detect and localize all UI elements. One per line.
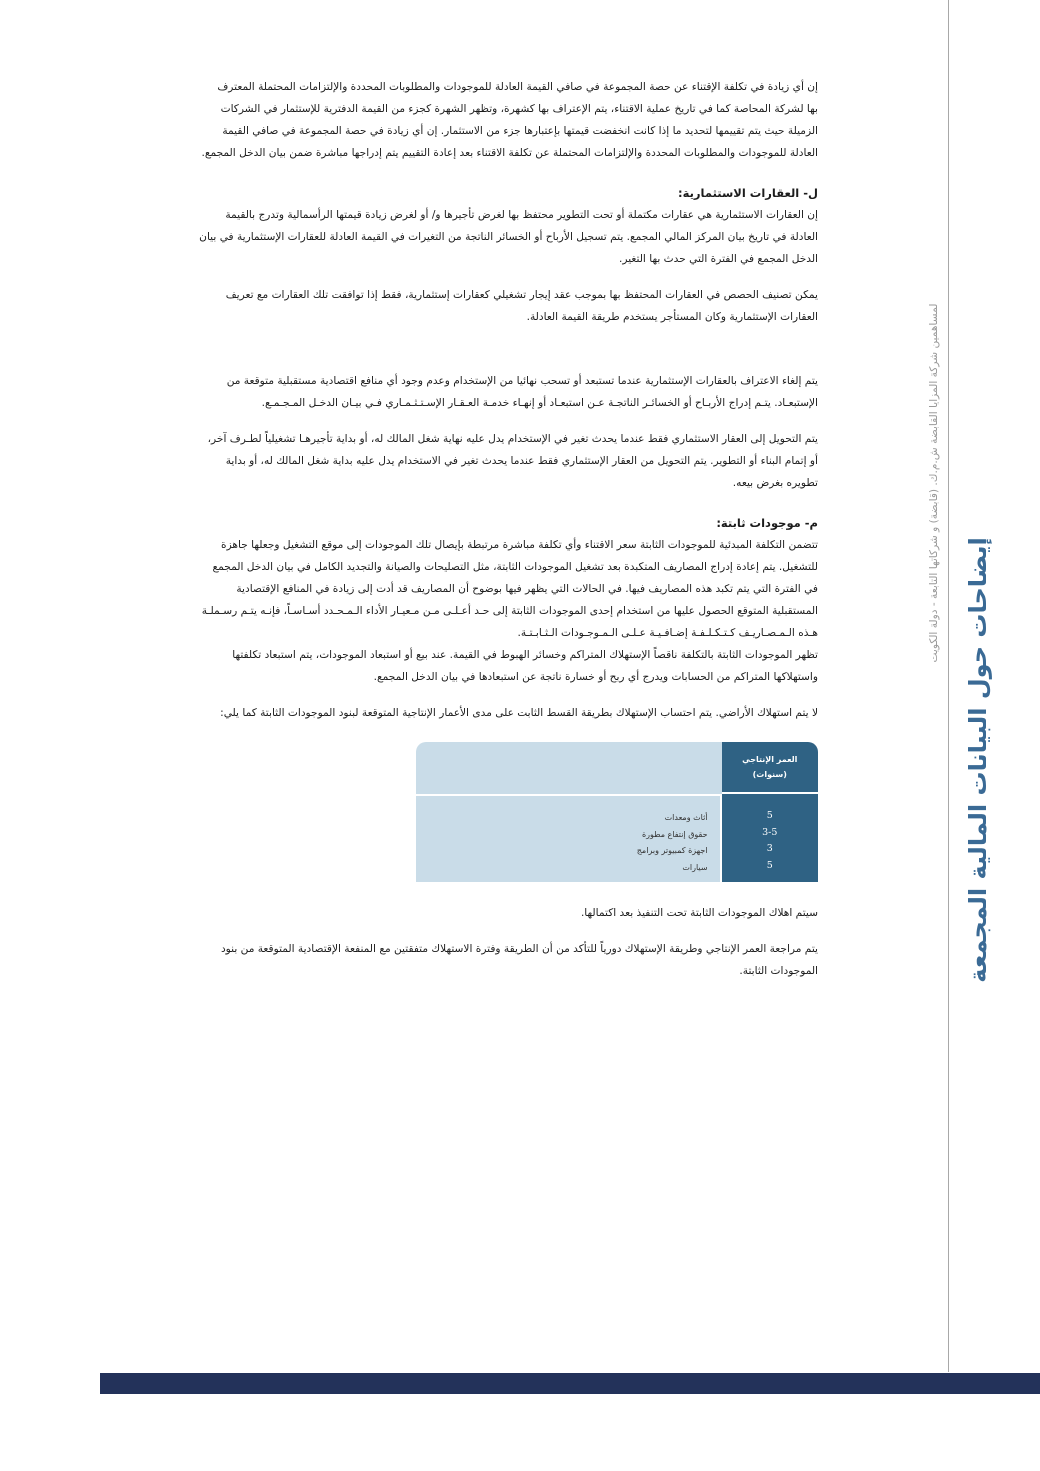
fixed-p1-line-2: للتشغيل. يتم إعادة إدراج المصاريف المتكبدة بعد تشغيل الموجودات الثابتة، مثل التصليحات والصيانة والتجديد الكامل في بيان الدخل المجمع: [212, 561, 818, 573]
heading-investment-properties: ل- العقارات الاستثمارية:: [678, 186, 818, 200]
label-leasehold: حقوق إنتفاع مطورة: [641, 829, 708, 839]
investment-p4-line-3: تطويره بغرض بيعه.: [732, 477, 818, 489]
years-vehicles: 5: [766, 859, 773, 871]
investment-p1-line-2: العادلة في تاريخ بيان المركز المالي المجمع. يتم تسجيل الأرباح أو الخسائر الناتجة من التغيرات في القيمة العادلة للعقارات الإستثمارية في بيان: [199, 231, 818, 243]
useful-life-table: [416, 742, 818, 882]
fixed-p2-line-2: واستهلاكها المتراكم من الحسابات ويدرج أي ربح أو خسارة ناتجة عن استبعادها في بيان الدخل المجمع.: [373, 671, 818, 683]
footer-bar: [100, 1373, 1040, 1394]
investment-p2-line-1: يمكن تصنيف الحصص في العقارات المحتفظ بها بموجب عقد إيجار تشغيلي كعقارات إستثمارية، فقط إذا توافقت تلك العقارات مع تعريف: [225, 289, 818, 301]
asset-label-header: [416, 742, 722, 794]
sidebar-section-title: إيضاحات حول البيانات المالية المجمعة: [964, 537, 992, 983]
investment-p1-line-1: إن العقارات الاستثمارية هي عقارات مكتملة أو تحت التطوير محتفظ بها لغرض تأجيرها و/ أو لغرض زيادة قيمتها الرأسمالية وتدرج بالقيمة: [225, 209, 818, 221]
fixed-p5-line-1: يتم مراجعة العمر الإنتاجي وطريقة الإستهلاك دورياً للتأكد من أن الطريقة وفترة الاستهلاك متفقتين مع المنفعة الإقتصادية المتوقعة من بنود: [220, 943, 818, 955]
intro-line-3: الزميلة حيث يتم تقييمها لتحديد ما إذا كانت انخفضت قيمتها بإعتبارها جزء من الاستثمار. إن أي زيادة في حصة المجموعة في صافي القيمة: [222, 125, 818, 137]
fixed-p4-construction: سيتم اهلاك الموجودات الثابتة تحت التنفيذ بعد اكتمالها.: [580, 907, 818, 919]
years-furniture: 5: [766, 810, 773, 821]
label-furniture: أثاث ومعدات: [664, 813, 708, 822]
years-leasehold: 3-5: [762, 826, 778, 838]
investment-p3-line-1: يتم إلغاء الاعتراف بالعقارات الإستثمارية عندما تستبعد أو تسحب نهائيا من الإستخدام وعدم وجود أي منافع اقتصادية مستقبلية متوقعة من: [226, 375, 818, 387]
investment-p4-line-1: يتم التحويل إلى العقار الاستثماري فقط عندما يحدث تغير في الإستخدام يدل عليه نهاية شغل المالك له، أو بداية تأجيرهـا تشغيلياً لطـرف آخر،: [207, 433, 818, 445]
investment-p1-line-3: الدخل المجمع في الفترة التي حدث بها التغير.: [618, 253, 818, 265]
investment-p4-line-2: أو إتمام البناء أو التطوير. يتم التحويل من العقار الإستثماري فقط عندما يحدث تغير في الاستخدام يدل عليه بداية شغل المالك له، أو بداية: [225, 455, 818, 467]
investment-p2-line-2: العقارات الإستثمارية وكان المستأجر يستخدم طريقة القيمة العادلة.: [526, 311, 818, 323]
intro-line-4: العادلة للموجودات والمطلوبات المحددة والإلتزامات المحتملة عن تكلفة الاقتناء بعد إعادة التقييم يتم إدراجها مباشرة ضمن بيان الدخل المجمع.: [201, 147, 818, 159]
label-computers: اجهزة كمبيوتر وبرامج: [636, 846, 708, 855]
heading-fixed-assets: م- موجودات ثابتة:: [716, 516, 818, 530]
intro-line-2: بها لشركة المحاصة كما في تاريخ عملية الاقتناء، يتم الإعتراف بها كشهرة، وتظهر الشهرة كجزء من القيمة الدفترية للإستثمار في الشركات: [220, 103, 818, 115]
useful-life-values: [722, 794, 818, 882]
fixed-p1-line-1: تتضمن التكلفة المبدئية للموجودات الثابتة سعر الاقتناء وأي تكلفة مباشرة مرتبطة بإيصال تلك الموجودات إلى موقع التشغيل وجعلها جاهزة: [221, 539, 818, 551]
fixed-p3-depreciation-intro: لا يتم استهلاك الأراضي. يتم احتساب الإستهلاك بطريقة القسط الثابت على مدى الأعمار الإنتاجية المتوقعة لبنود الموجودات الثابتة كما يلي:: [220, 707, 818, 719]
fixed-p1-line-5: هـذه الـمـصـاريـف كـتـكـلـفـة إضـافـيـة عـلـى الـمـوجـودات الـثـابـتـة.: [517, 627, 818, 639]
useful-life-header: [722, 742, 818, 794]
fixed-p1-line-4: المستقبلية المتوقع الحصول عليها من استخدام إحدى الموجودات الثابتة إلى حـد أعـلـى مـن مـعيـار الأداء الـمـحـدد أسـاسـاً، فإنـه يتـم رسـملـة: [201, 605, 818, 617]
years-computers: 3: [766, 843, 773, 854]
document-body: [98, 76, 818, 982]
fixed-p2-line-1: تظهر الموجودات الثابتة بالتكلفة ناقصاً الإستهلاك المتراكم وخسائر الهبوط في القيمة. عند بيع أو استبعاد الموجودات، يتم استبعاد تكلفتها: [232, 649, 818, 661]
investment-p3-line-2: الإستبعـاد. يتـم إدراج الأربـاح أو الخسائـر الناتجـة عـن استبعـاد أو إنهـاء خدمـة العـقـار الإسـتـثـمـاري فـي بيـان الدخـل المـجـمـع.: [261, 397, 818, 409]
fixed-p5-line-2: الموجودات الثابتة.: [739, 965, 818, 977]
fixed-p1-line-3: في الفترة التي يتم تكبد هذه المصاريف فيها. في الحالات التي يظهر فيها بوضوح أن المصاريف قد أدت إلى زيادة في المنافع الإقتصادية: [236, 583, 818, 595]
useful-life-header-line-1: العمر الإنتاجي: [742, 755, 798, 764]
label-vehicles: سيارات: [682, 862, 708, 872]
useful-life-header-line-2: (سنوات): [752, 770, 787, 779]
sidebar-divider-line: [948, 0, 949, 1372]
sidebar-company-subtitle: لمساهمين شركة المزايا القابضة ش.م.ك. (قابضة) و شركاتها التابعة - دولة الكويت: [928, 303, 940, 663]
asset-labels: [416, 794, 722, 882]
intro-line-1: إن أي زيادة في تكلفة الإقتناء عن حصة المجموعة في صافي القيمة العادلة للموجودات والمطلوبات المحددة والإلتزامات المحتملة المعترف: [217, 81, 818, 93]
